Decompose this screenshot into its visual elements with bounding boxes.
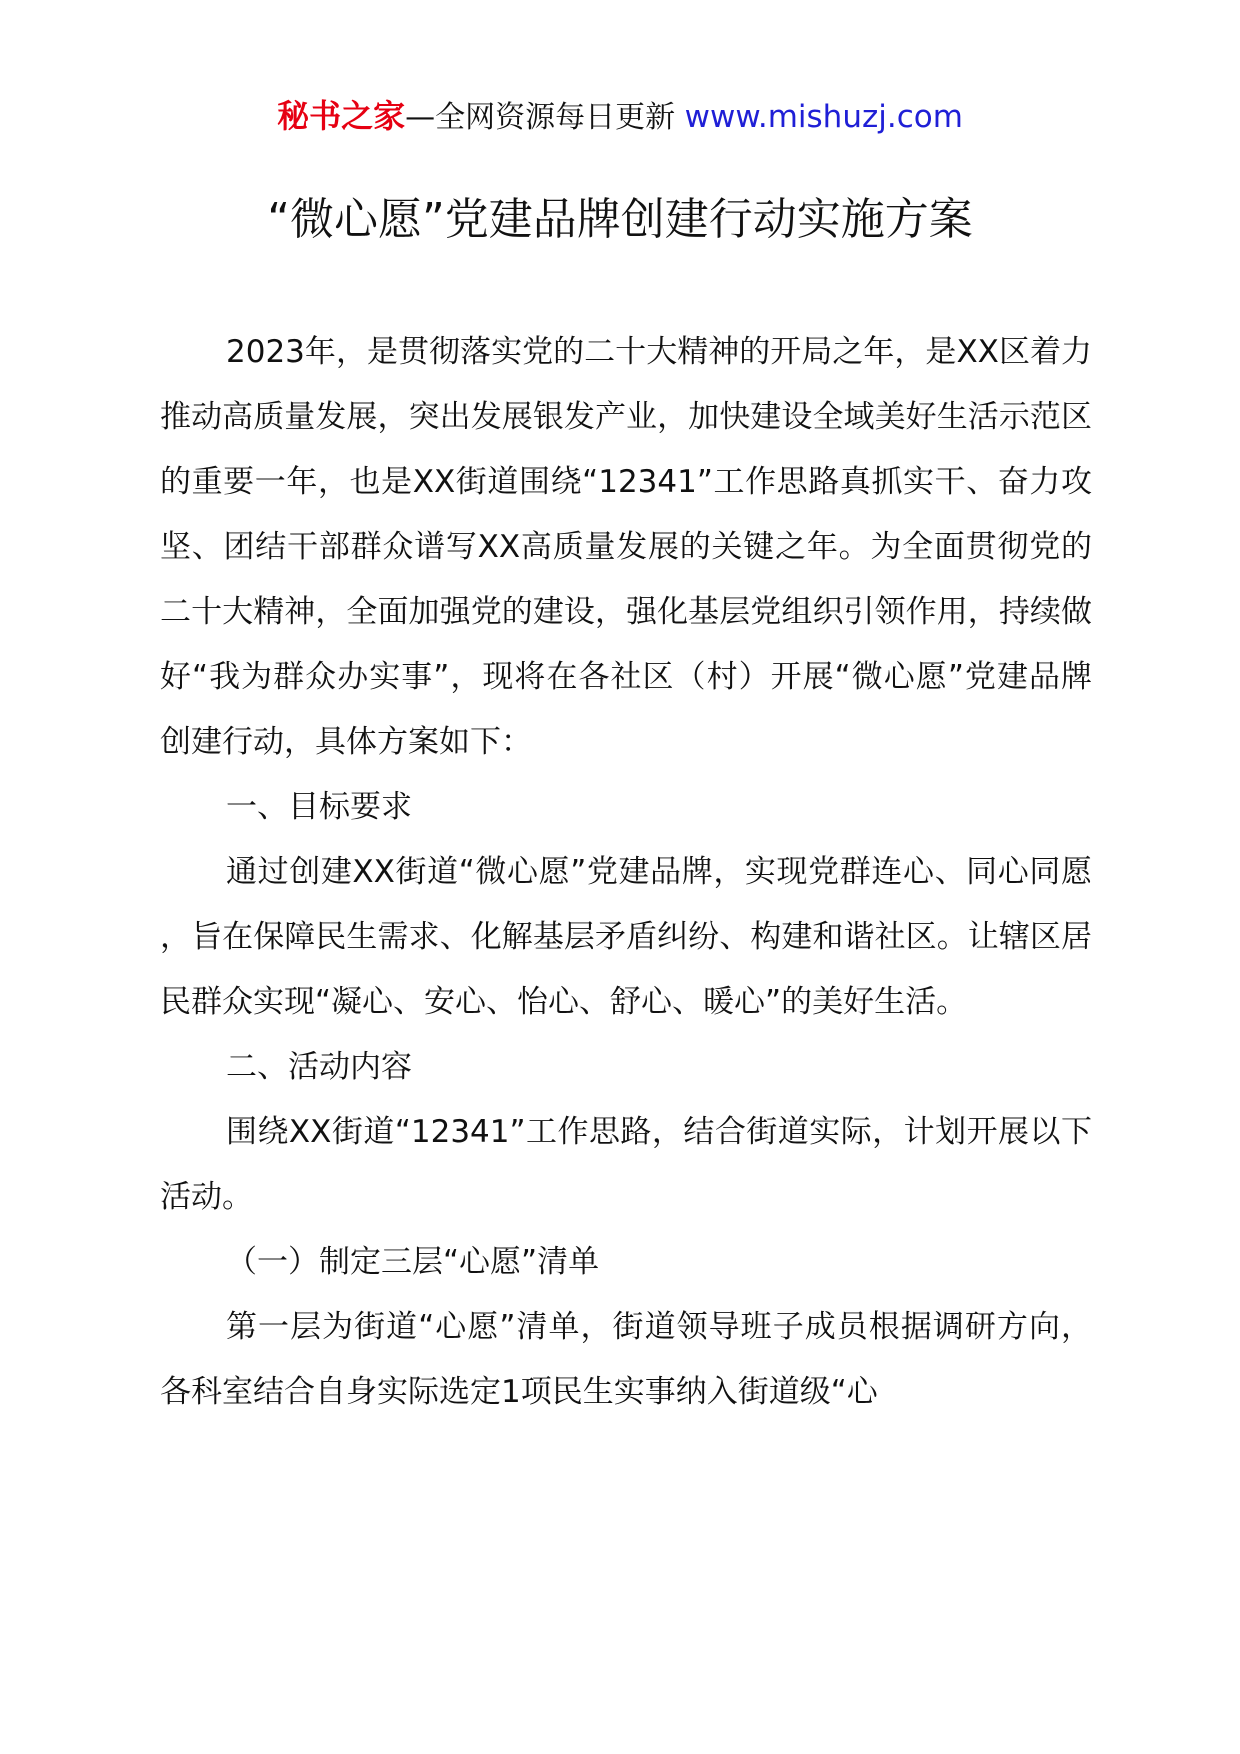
site-tagline: —全网资源每日更新 bbox=[405, 100, 685, 135]
site-url-link[interactable]: www.mishuzj.com bbox=[684, 99, 963, 135]
subsection-heading-wish-lists: （一）制定三层“心愿”清单 bbox=[226, 1244, 600, 1280]
goals-paragraph: 通过创建XX街道“微心愿”党建品牌，实现党群连心、同心同愿，旨在保障民生需求、化解基层矛盾纠纷、构建和谐社区。让辖区居民群众实现“凝心、安心、怡心、舒心、暖心”的美好生活。 bbox=[160, 854, 1092, 1020]
intro-paragraph: 2023年，是贯彻落实党的二十大精神的开局之年，是XX区着力推动高质量发展，突出发展银发产业，加快建设全域美好生活示范区的重要一年，也是XX街道围绕“12341”工作思路真抓实干、奋力攻坚、团结干部群众谱写XX高质量发展的关键之年。为全面贯彻党的二十大精神，全面加强党的建设，强化基层党组织引领作用，持续做好“我为群众办实事”，现将在各社区（村）开展“微心愿”党建品牌创建行动，具体方案如下： bbox=[160, 334, 1092, 760]
activities-paragraph: 围绕XX街道“12341”工作思路，结合街道实际，计划开展以下活动。 bbox=[160, 1114, 1092, 1215]
site-header bbox=[0, 96, 1240, 138]
document-title: “微心愿”党建品牌创建行动实施方案 bbox=[267, 194, 973, 245]
section-heading-activities: 二、活动内容 bbox=[226, 1049, 412, 1085]
section-heading-goals: 一、目标要求 bbox=[226, 789, 412, 825]
document-body bbox=[160, 320, 1092, 1425]
wish-list-paragraph: 第一层为街道“心愿”清单，街道领导班子成员根据调研方向，各科室结合自身实际选定1项民生实事纳入街道级“心 bbox=[160, 1309, 1092, 1410]
site-brand: 秘书之家 bbox=[277, 97, 406, 135]
